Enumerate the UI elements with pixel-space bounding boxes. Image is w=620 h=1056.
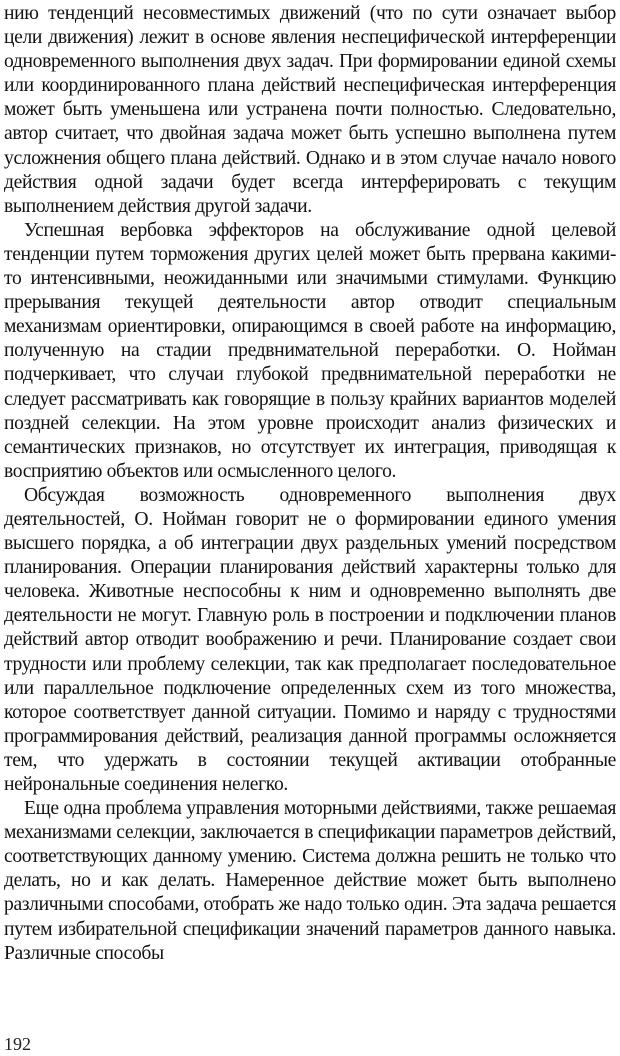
paragraph-3: Обсуждая возможность одновременного выполнения двух деятельностей, О. Нойман говорит не о формировании единого умения высшего порядка, а об интеграции двух раздельных умений посредством планирования. Операции планирования действий характерны только для человека. Животные неспособны к ним и одновременно выполнять две деятельности не могут. Главную роль в построении и подключении планов действий автор отводит воображению и речи. Планирование создает свои трудности или проблему селекции, так как предполагает последовательное или параллельное подключение определенных схем из того множества, которое соответствует данной ситуации. Помимо и наряду с трудностями программирования действий, реализация данной программы осложняется тем, что удержать в состоянии текущей активации отобранные нейрональные соединения нелегко. xyxy=(4,484,616,795)
body-text xyxy=(4,2,616,966)
paragraph-1: нию тенденций несовместимых движений (что по сути означает выбор цели движения) лежит в основе явления неспецифической интерференции одновременного выполнения двух задач. При формировании единой схемы или координированного плана действий неспецифическая интерференция может быть уменьшена или устранена почти полностью. Следовательно, автор считает, что двойная задача может быть успешно выполнена путем усложнения общего плана действий. Однако и в этом случае начало нового действия одной задачи будет всегда интерферировать с текущим выполнением действия другой задачи. xyxy=(4,3,616,217)
paragraph-4: Еще одна проблема управления моторными действиями, также решаемая механизмами селекции, заключается в спецификации параметров действий, соответствующих данному умению. Система должна решить не только что делать, но и как делать. Намеренное действие может быть выполнено различными способами, отобрать же надо только один. Эта задача решается путем избирательной спецификации значений параметров данного навыка. Различные способы xyxy=(4,798,616,964)
paragraph-2: Успешная вербовка эффекторов на обслуживание одной целевой тенденции путем торможения других целей может быть прервана какими-то интенсивными, неожиданными или значимыми стимулами. Функцию прерывания текущей деятельности автор отводит специальным механизмам ориентировки, опирающимся в своей работе на информацию, полученную на стадии предвнимательной переработки. О. Нойман подчеркивает, что случаи глубокой предвнимательной переработки не следует рассматривать как говорящие в пользу крайних вариантов моделей поздней селекции. На этом уровне происходит анализ физических и семантических признаков, но отсутствует их интеграция, приводящая к восприятию объектов или осмысленного целого. xyxy=(4,219,616,482)
page-number: 192 xyxy=(4,1034,31,1054)
